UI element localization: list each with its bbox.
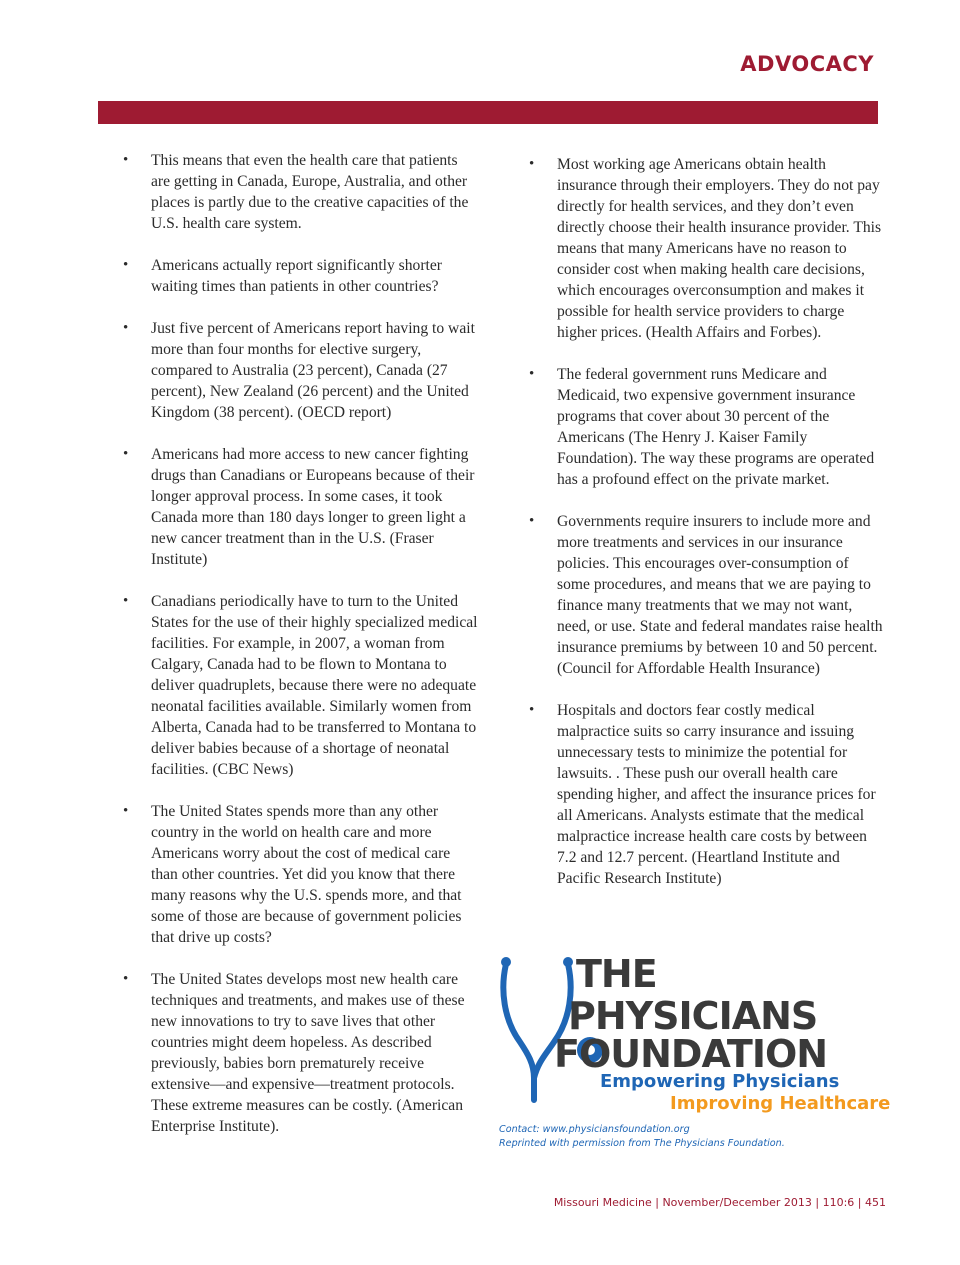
logo-word-foundation: FOUNDATION [554, 1032, 828, 1076]
physicians-foundation-logo [498, 950, 891, 1120]
list-item-text: Americans actually report significantly shorter waiting times than patients in other countries? [151, 257, 442, 295]
list-item [118, 150, 478, 234]
left-column [118, 150, 478, 1158]
right-column [524, 154, 884, 910]
list-item-text: Just five percent of Americans report having to wait more than four months for elective surgery, compared to Australia (23 percent), Canada (27 percent), New Zealand (26 percent) and the United Kingdom (38 percent). (OECD report) [151, 320, 475, 421]
list-item-text: Governments require insurers to include more and more treatments and services in our insurance policies. This encourages over-consumption of some procedures, and means that we are paying to finance many treatments that we may not want, need, or use. State and federal mandates raise health insurance premiums by between 10 and 50 percent. (Council for Affordable Health Insurance) [557, 513, 883, 677]
list-item [524, 364, 884, 490]
bullet-icon: • [123, 971, 129, 987]
list-item [118, 591, 478, 780]
list-item [524, 154, 884, 343]
bullet-icon: • [123, 257, 129, 273]
bullet-icon: • [123, 446, 129, 462]
right-bullet-list [524, 154, 884, 889]
list-item [118, 444, 478, 570]
list-item-text: The federal government runs Medicare and Medicaid, two expensive government insurance programs that cover about 30 percent of the Americans (The Henry J. Kaiser Family Foundation). The way these programs are operated has a profound effect on the private market. [557, 366, 875, 488]
bullet-icon: • [529, 366, 535, 382]
bullet-icon: • [123, 152, 129, 168]
list-item-text: Canadians periodically have to turn to the United States for the use of their highly specialized medical facilities. For example, in 2007, a woman from Calgary, Canada had to be flown to Montana to deliver quadruplets, because there were no adequate neonatal facilities available. Similarly women from Alberta, Canada had to be transferred to Montana to deliver babies because of a shortage of neonatal facilities. (CBC News) [151, 593, 478, 778]
list-item [118, 255, 478, 297]
list-item-text: This means that even the health care that patients are getting in Canada, Europe, Australia, and other places is partly due to the creative capacities of the U.S. health care system. [151, 152, 469, 232]
bullet-icon: • [123, 320, 129, 336]
bullet-icon: • [123, 803, 129, 819]
list-item [118, 969, 478, 1137]
header-rule-bar [98, 101, 878, 124]
section-label: ADVOCACY [740, 52, 874, 76]
logo-word-physicians: PHYSICIANS [568, 994, 818, 1038]
list-item-text: Most working age Americans obtain health insurance through their employers. They do not pay directly for health services, and they don’t even directly choose their health insurance provider. This means that many Americans have no reason to consider cost when making health care decisions, which encourages overconsumption and makes it possible for health service providers to charge higher prices. (Health Affairs and Forbes). [557, 156, 882, 341]
list-item [118, 801, 478, 948]
logo-word-the: THE [576, 952, 657, 996]
page-footer: Missouri Medicine | November/December 2013 | 110:6 | 451 [553, 1196, 886, 1209]
left-bullet-list [118, 150, 478, 1137]
list-item [524, 700, 884, 889]
list-item-text: The United States spends more than any other country in the world on health care and more Americans worry about the cost of medical care than other countries. Yet did you know that there many reasons why the U.S. spends more, and that some of those are because of government policies that drive up costs? [151, 803, 462, 946]
bullet-icon: • [529, 702, 535, 718]
list-item-text: Hospitals and doctors fear costly medical malpractice suits so carry insurance and issuing unnecessary tests to minimize the potential for lawsuits. . These push our overall health care spending higher, and affect the insurance prices for all Americans. Analysts estimate that the medical malpractice increase health care costs by between 7.2 and 12.7 percent. (Heartland Institute and Pacific Research Institute) [557, 702, 876, 887]
list-item [524, 511, 884, 679]
logo-tagline-improving: Improving Healthcare [670, 1093, 891, 1114]
list-item-text: The United States develops most new health care techniques and treatments, and makes use of these new innovations to try to save lives that other countries might deem hopeless. As described previously, babies born prematurely receive extensive—and expensive—treatment protocols. These extreme measures can be costly. (American Enterprise Institute). [151, 971, 465, 1135]
list-item [118, 318, 478, 423]
contact-credit: Contact: www.physiciansfoundation.org [499, 1124, 690, 1135]
bullet-icon: • [123, 593, 129, 609]
logo-tagline-empowering: Empowering Physicians [600, 1071, 840, 1092]
list-item-text: Americans had more access to new cancer fighting drugs than Canadians or Europeans because of their longer approval process. In some cases, it took Canada more than 180 days longer to green light a new cancer treatment than in the U.S. (Fraser Institute) [151, 446, 475, 568]
bullet-icon: • [529, 513, 535, 529]
bullet-icon: • [529, 156, 535, 172]
reprint-credit: Reprinted with permission from The Physicians Foundation. [499, 1138, 785, 1149]
